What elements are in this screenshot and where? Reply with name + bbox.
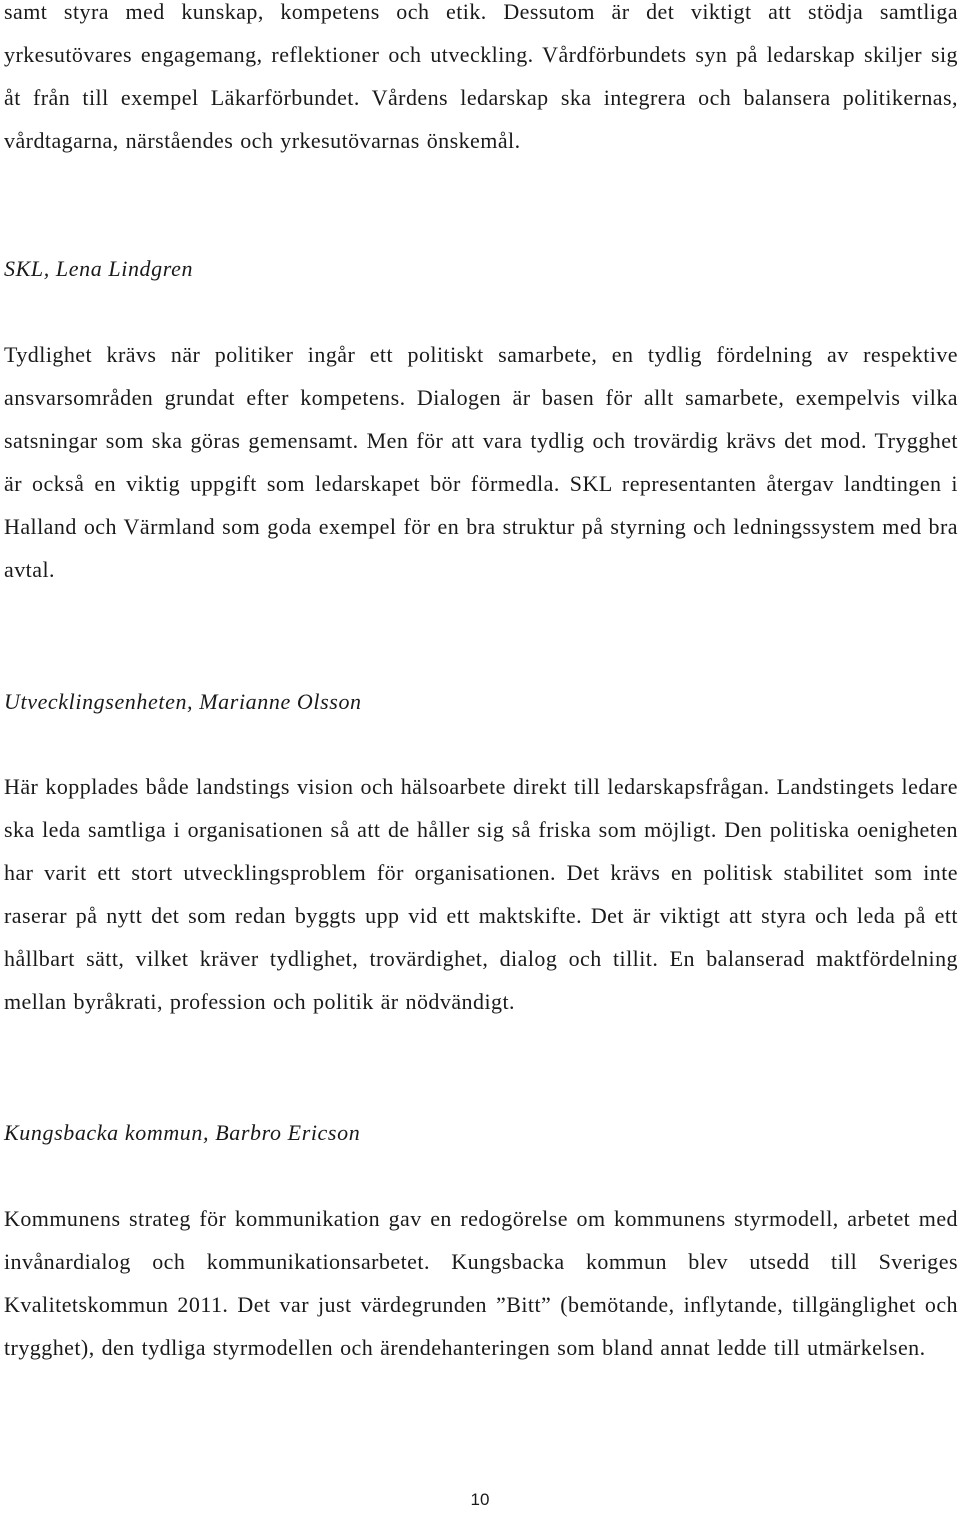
page-number: 10 bbox=[470, 1490, 490, 1509]
paragraph-intro: samt styra med kunskap, kompetens och etik. Dessutom är det viktigt att stödja samtliga yrkesutövares engagemang, reflektioner och utveckling. Vårdförbundets syn på ledarskap skiljer sig åt från till exempel Läkarförbundet. Vårdens ledarskap ska integrera och balansera politikernas, vårdtagarna, närståendes och yrkesutövarnas önskemål. bbox=[4, 0, 958, 154]
paragraph-skl: Tydlighet krävs när politiker ingår ett politiskt samarbete, en tydlig fördelning av respektive ansvarsområden grundat efter kompetens. Dialogen är basen för allt samarbete, exempelvis vilka satsningar som ska göras gemensamt. Men för att vara tydlig och trovärdig krävs det mod. Trygghet är också en viktig uppgift som ledarskapet bör förmedla. SKL representanten återgav landtingen i Halland och Värmland som goda exempel för en bra struktur på styrning och ledningssystem med bra avtal. bbox=[4, 342, 958, 583]
heading-utvecklingsenheten: Utvecklingsenheten, Marianne Olsson bbox=[4, 689, 362, 714]
paragraph-utvecklingsenheten: Här kopplades både landstings vision och hälsoarbete direkt till ledarskapsfrågan. Landstingets ledare ska leda samtliga i organisationen så att de håller sig så friska som möjligt. Den politiska oenigheten har varit ett stort utvecklingsproblem för organisationen. Det krävs en politisk stabilitet som inte raserar på nytt det som redan byggts upp vid ett maktskifte. Det är viktigt att styra och leda på ett hållbart sätt, vilket kräver tydlighet, trovärdighet, dialog och tillit. En balanserad maktfördelning mellan byråkrati, profession och politik är nödvändigt. bbox=[4, 774, 958, 1015]
heading-skl: SKL, Lena Lindgren bbox=[4, 256, 194, 281]
paragraph-kungsbacka: Kommunens strateg för kommunikation gav en redogörelse om kommunens styrmodell, arbetet med invånardialog och kommunikationsarbetet. Kungsbacka kommun blev utsedd till Sveriges Kvalitetskommun 2011. Det var just värdegrunden ”Bitt” (bemötande, inflytande, tillgänglighet och trygghet), den tydliga styrmodellen och ärendehanteringen som bland annat ledde till utmärkelsen. bbox=[4, 1206, 958, 1361]
heading-kungsbacka: Kungsbacka kommun, Barbro Ericson bbox=[4, 1120, 361, 1145]
